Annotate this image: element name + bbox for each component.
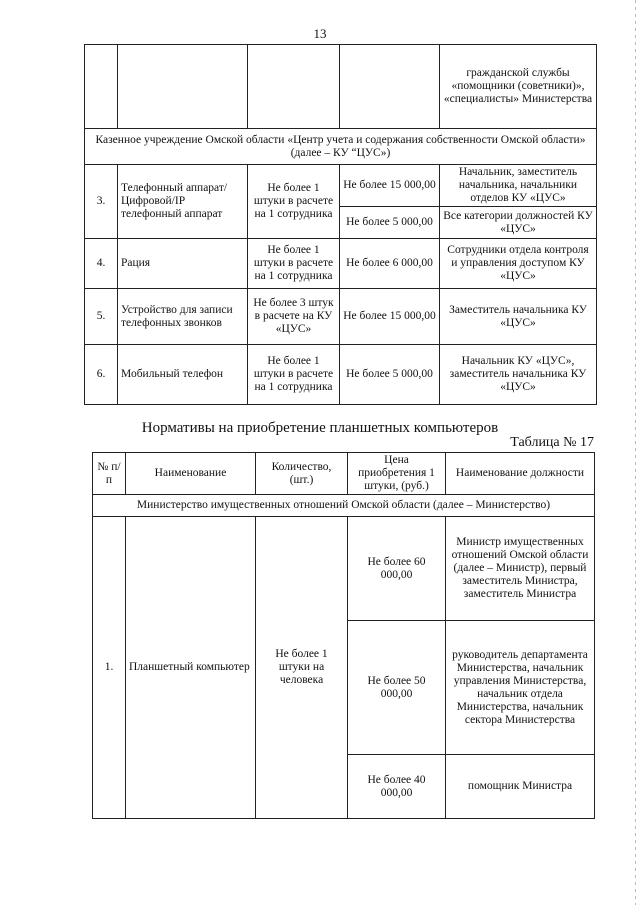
position-cell: гражданской службы «помощники (советники)», «специалисты» Министерства [440,45,597,129]
section-row [85,129,597,165]
item-price: Не более 15 000,00 [340,289,440,345]
item-name: Рация [118,239,248,289]
position-cell: Заместитель начальника КУ «ЦУС» [440,289,597,345]
item-quantity: Не более 1 штуки в расчете на 1 сотрудника [248,165,340,239]
scan-edge-mark [635,0,636,905]
item-name: Мобильный телефон [118,345,248,405]
row-number: 6. [85,345,118,405]
table-row [85,45,597,129]
row-number: 3. [85,165,118,239]
position-cell: Министр имущественных отношений Омской области (далее – Министр), первый заместитель Министра, заместитель Министра [446,517,595,621]
item-price: Не более 5 000,00 [340,207,440,239]
table-row [93,517,595,621]
table-cell [85,45,118,129]
section-header: Министерство имущественных отношений Омской области (далее – Министерство) [93,495,595,517]
table-row [85,239,597,289]
position-cell: руководитель департамента Министерства, начальник управления Министерства, начальник отдела Министерства, начальник сектора Министерства [446,621,595,755]
header-position: Наименование должности [446,453,595,495]
item-price: Не более 40 000,00 [348,755,446,819]
position-cell: Сотрудники отдела контроля и управления доступом КУ «ЦУС» [440,239,597,289]
row-number: 4. [85,239,118,289]
position-cell: Начальник, заместитель начальника, начальники отделов КУ «ЦУС» [440,165,597,207]
position-cell: помощник Министра [446,755,595,819]
table-cell [340,45,440,129]
page-number: 13 [313,26,327,41]
section-row [93,495,595,517]
section-header: Казенное учреждение Омской области «Центр учета и содержания собственности Омской области» (далее – КУ “ЦУС») [85,129,597,165]
header-name: Наименование [126,453,256,495]
table-row [85,345,597,405]
table-number: Таблица № 17 [510,435,594,450]
item-price: Не более 5 000,00 [340,345,440,405]
item-price: Не более 50 000,00 [348,621,446,755]
table-16-continued [84,44,597,405]
table-cell [118,45,248,129]
item-quantity: Не более 1 штуки на человека [256,517,348,819]
item-quantity: Не более 1 штуки в расчете на 1 сотрудника [248,239,340,289]
item-name: Устройство для записи телефонных звонков [118,289,248,345]
header-price: Цена приобретения 1 штуки, (руб.) [348,453,446,495]
item-price: Не более 6 000,00 [340,239,440,289]
header-num: № п/п [93,453,126,495]
item-price: Не более 15 000,00 [340,165,440,207]
item-name: Планшетный компьютер [126,517,256,819]
table-caption: Нормативы на приобретение планшетных компьютеров [141,420,499,436]
row-number: 5. [85,289,118,345]
item-quantity: Не более 1 штуки в расчете на 1 сотрудника [248,345,340,405]
item-name: Телефонный аппарат/Цифровой/IP телефонный аппарат [118,165,248,239]
table-row [85,165,597,207]
table-cell [248,45,340,129]
header-row [93,453,595,495]
table-17 [92,452,595,819]
position-cell: Начальник КУ «ЦУС», заместитель начальника КУ «ЦУС» [440,345,597,405]
row-number: 1. [93,517,126,819]
item-price: Не более 60 000,00 [348,517,446,621]
item-quantity: Не более 3 штук в расчете на КУ «ЦУС» [248,289,340,345]
position-cell: Все категории должностей КУ «ЦУС» [440,207,597,239]
header-quantity: Количество, (шт.) [256,453,348,495]
table-row [85,289,597,345]
